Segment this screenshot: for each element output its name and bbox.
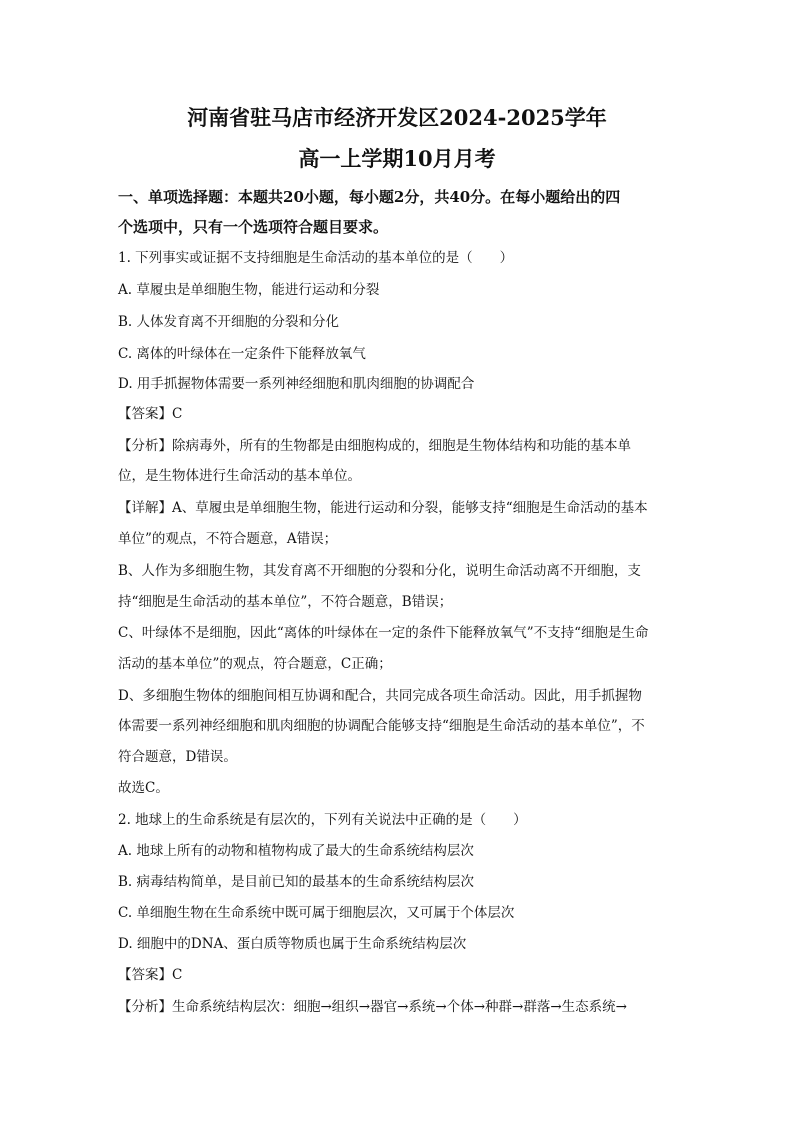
section-heading-line-1: 一、单项选择题：本题共20小题，每小题2分，共40分。在每小题给出的四 <box>118 188 621 206</box>
q1-explanation-line-6: 活动的基本单位”的观点，符合题意，C正确； <box>118 656 392 672</box>
q1-answer: 【答案】C <box>118 406 183 422</box>
q1-option-b: B. 人体发育离不开细胞的分裂和分化 <box>118 314 340 330</box>
title-line-1: 河南省驻马店市经济开发区2024-2025学年 <box>187 105 607 130</box>
q1-explanation-line-3: B、人作为多细胞生物，其发育离不开细胞的分裂和分化，说明生命活动离不开细胞，支 <box>118 563 641 579</box>
q2-option-a: A. 地球上所有的动物和植物构成了最大的生命系统结构层次 <box>118 843 474 859</box>
q1-option-d: D. 用手抓握物体需要一系列神经细胞和肌肉细胞的协调配合 <box>118 376 475 392</box>
q2-analysis-line-1: 【分析】生命系统结构层次：细胞→组织→器官→系统→个体→种群→群落→生态系统→ <box>118 999 627 1015</box>
question-1-stem: 1. 下列事实或证据不支持细胞是生命活动的基本单位的是（ ） <box>118 250 514 266</box>
q1-conclusion: 故选C。 <box>118 780 169 796</box>
question-2-stem: 2. 地球上的生命系统是有层次的，下列有关说法中正确的是（ ） <box>118 812 527 828</box>
q2-answer: 【答案】C <box>118 967 183 983</box>
q1-explanation-line-8: 体需要一系列神经细胞和肌肉细胞的协调配合能够支持“细胞是生命活动的基本单位”，不 <box>118 718 645 734</box>
q1-explanation-line-9: 符合题意，D错误。 <box>118 749 237 765</box>
q1-analysis-line-1: 【分析】除病毒外，所有的生物都是由细胞构成的，细胞是生物体结构和功能的基本单 <box>118 438 631 454</box>
q1-explanation-line-1: 【详解】A、草履虫是单细胞生物，能进行运动和分裂，能够支持“细胞是生命活动的基本 <box>118 500 648 516</box>
q1-analysis-line-2: 位，是生物体进行生命活动的基本单位。 <box>118 468 361 484</box>
q1-option-c: C. 离体的叶绿体在一定条件下能释放氧气 <box>118 346 366 362</box>
q1-explanation-line-7: D、多细胞生物体的细胞间相互协调和配合，共同完成各项生命活动。因此，用手抓握物 <box>118 688 642 704</box>
q2-option-d: D. 细胞中的DNA、蛋白质等物质也属于生命系统结构层次 <box>118 936 467 952</box>
q2-option-c: C. 单细胞生物在生命系统中既可属于细胞层次，又可属于个体层次 <box>118 905 515 921</box>
q1-explanation-line-2: 单位”的观点，不符合题意，A错误； <box>118 531 338 547</box>
q1-explanation-line-5: C、叶绿体不是细胞，因此“离体的叶绿体在一定的条件下能释放氧气”不支持“细胞是生命 <box>118 625 649 641</box>
q2-option-b: B. 病毒结构简单，是目前已知的最基本的生命系统结构层次 <box>118 874 475 890</box>
q1-explanation-line-4: 持“细胞是生命活动的基本单位”，不符合题意，B错误； <box>118 594 453 610</box>
section-heading-line-2: 个选项中，只有一个选项符合题目要求。 <box>118 218 389 236</box>
q1-option-a: A. 草履虫是单细胞生物，能进行运动和分裂 <box>118 282 380 298</box>
title-line-2: 高一上学期10月月考 <box>298 146 496 171</box>
